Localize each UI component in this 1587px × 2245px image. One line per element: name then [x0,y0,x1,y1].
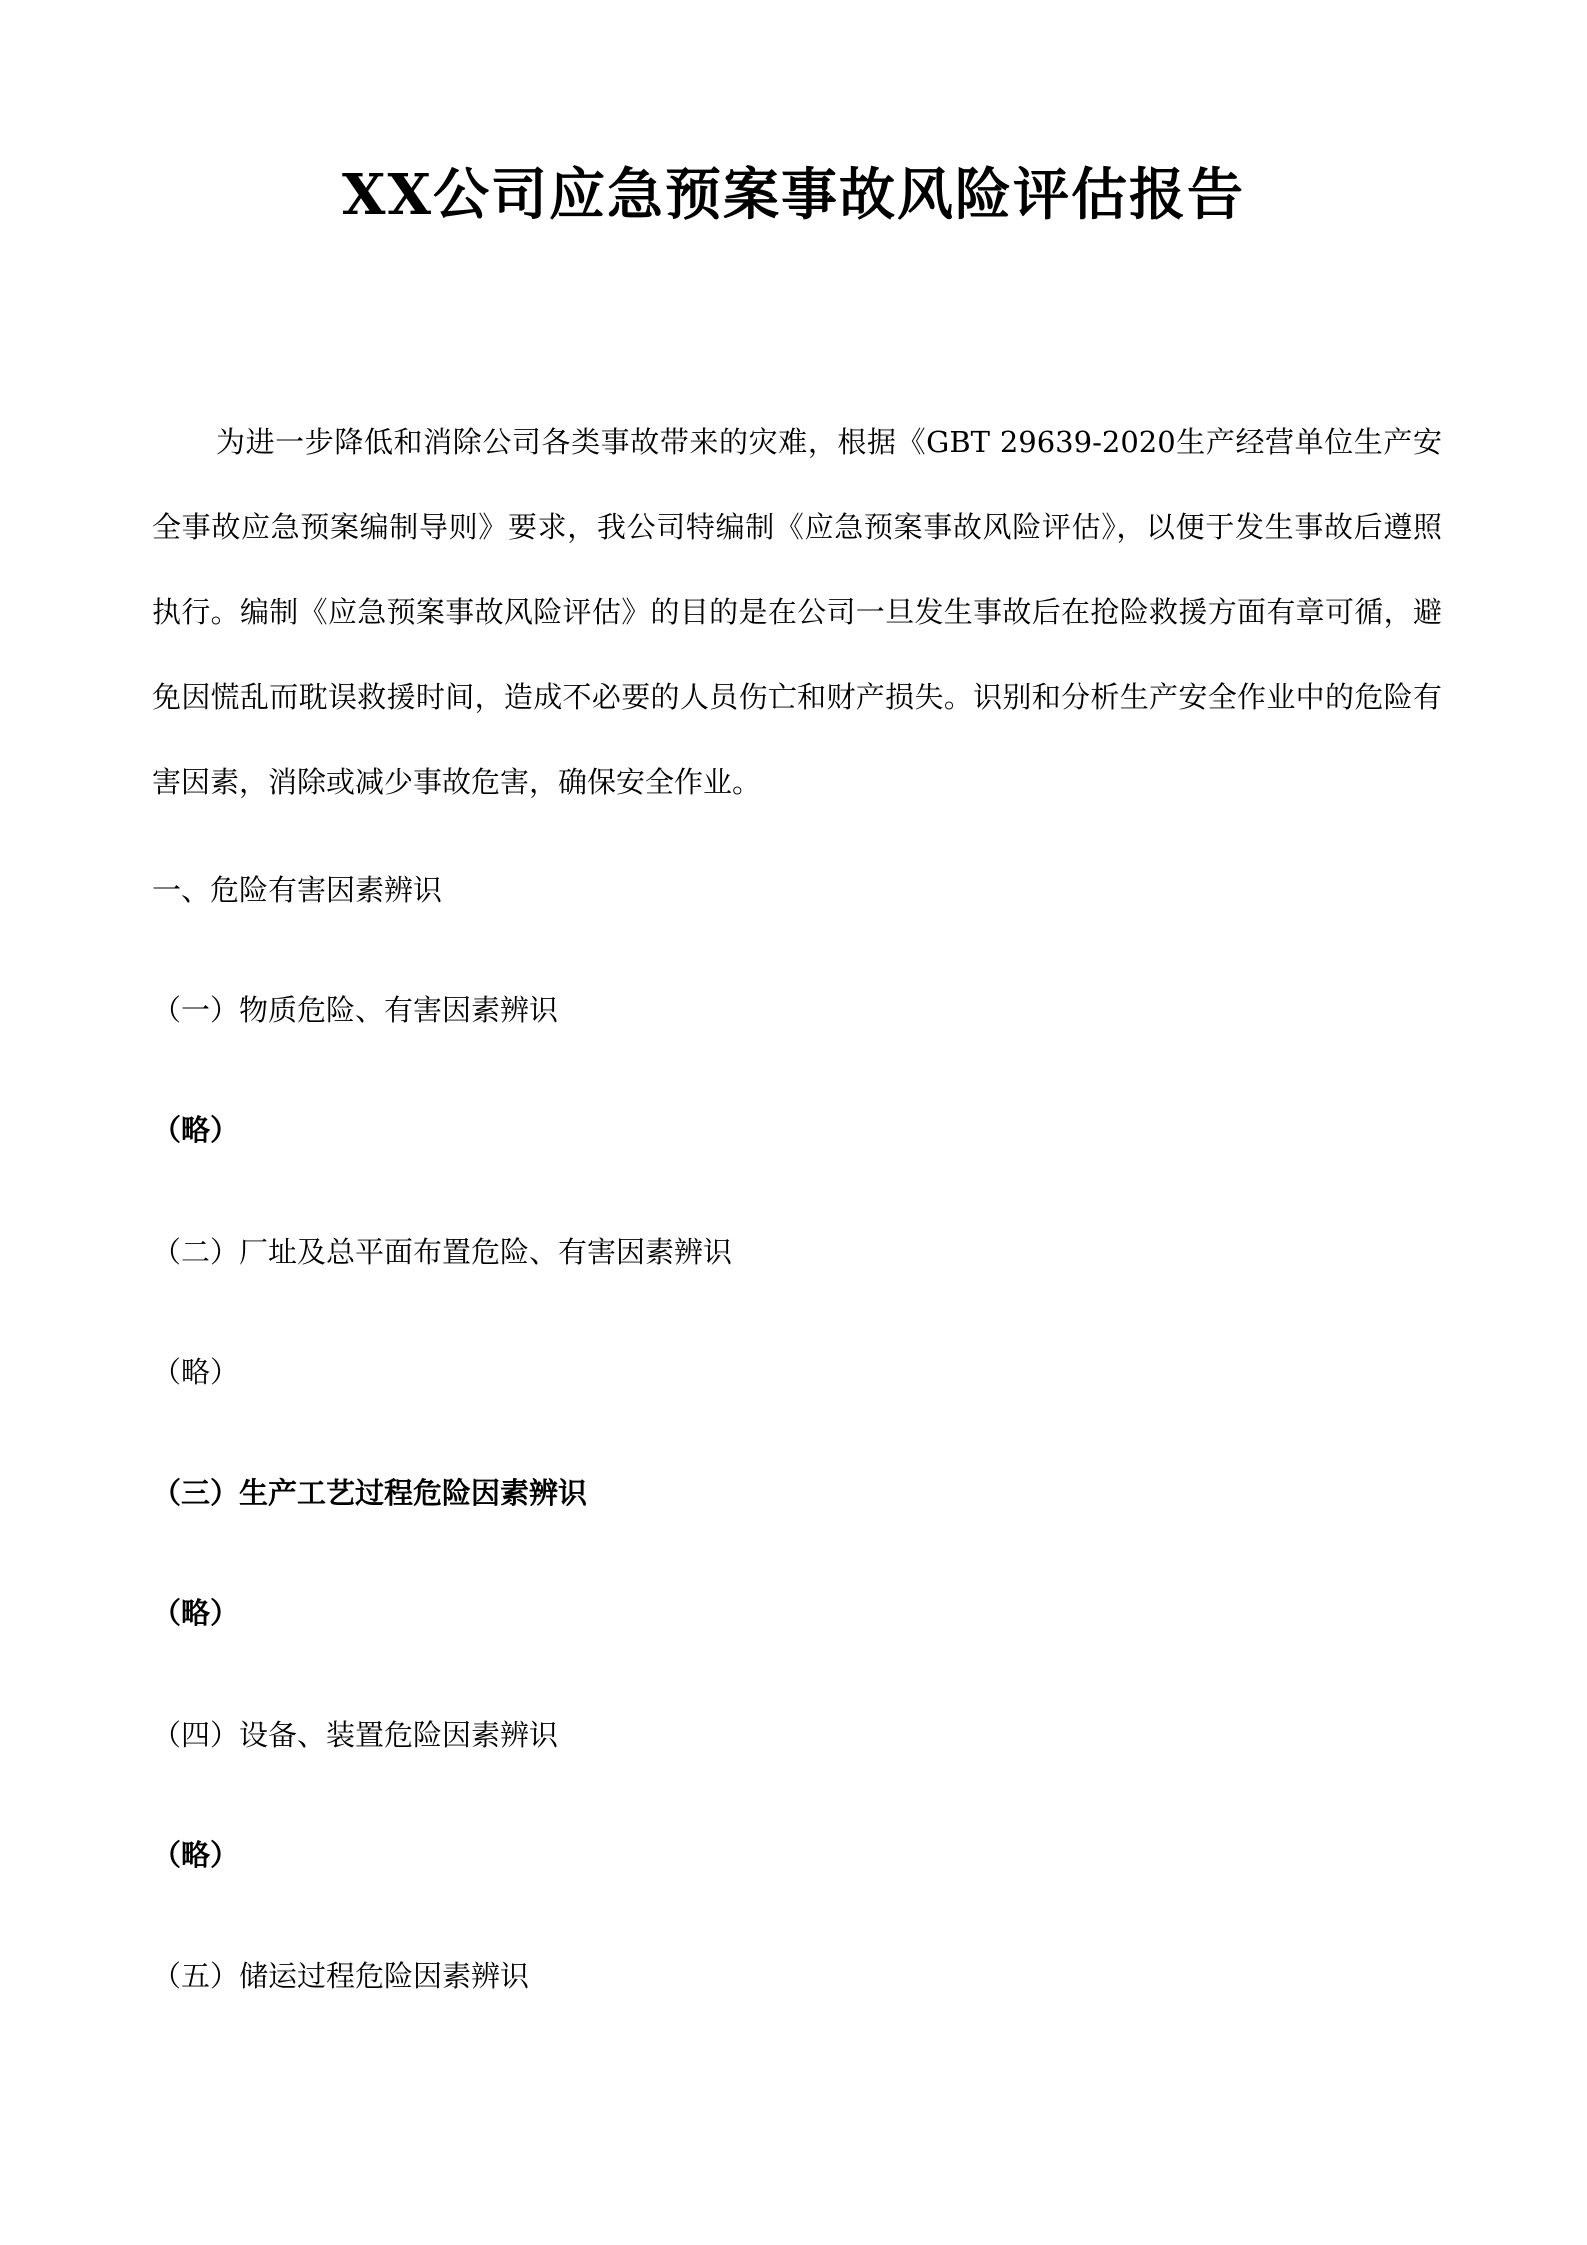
subsection-heading-4: （四）设备、装置危险因素辨识 [152,1718,559,1752]
subsection-heading-3: （三）生产工艺过程危险因素辨识 [152,1476,588,1510]
omitted-note-4: （略） [152,1838,240,1872]
intro-paragraph: 为进一步降低和消除公司各类事故带来的灾难，根据《GBT 29639-2020生产经营单位生产安全事故应急预案编制导则》要求，我公司特编制《应急预案事故风险评估》，以便于发生事故后遵照执行。编制《应急预案事故风险评估》的目的是在公司一旦发生事故后在抢险救援方面有章可循，避免因慌乱而耽误救援时间，造成不必要的人员伤亡和财产损失。识别和分析生产安全作业中的危险有害因素，消除或减少事故危害，确保安全作业。 [152,425,1442,799]
subsection-heading-2: （二）厂址及总平面布置危险、有害因素辨识 [152,1235,733,1269]
section-heading-1: 一、危险有害因素辨识 [152,873,443,907]
omitted-note-3: （略） [152,1596,240,1630]
subsection-heading-1: （一）物质危险、有害因素辨识 [152,993,559,1027]
omitted-note-2: （略） [152,1355,240,1389]
subsection-heading-5: （五）储运过程危险因素辨识 [152,1959,530,1993]
omitted-note-1: （略） [152,1113,240,1147]
document-title: XX公司应急预案事故风险评估报告 [342,162,1245,228]
